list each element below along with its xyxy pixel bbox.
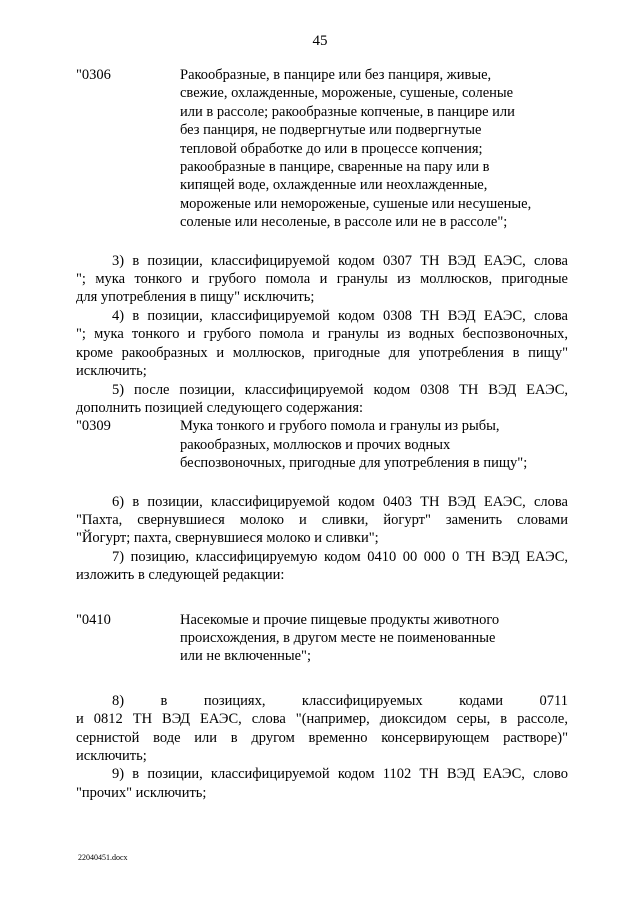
tariff-entry-0306 xyxy=(76,66,568,232)
text-line: беспозвоночных, пригодные для употребления в пищу"; xyxy=(180,455,528,472)
text-line: "; мука тонкого и грубого помола и гранулы из водных беспозвоночных, xyxy=(76,326,568,343)
tariff-code: "0309 xyxy=(76,418,111,435)
document-filename: 22040451.docx xyxy=(78,853,128,862)
text-line: ракообразных, моллюсков и прочих водных xyxy=(180,436,451,453)
tariff-description xyxy=(180,417,528,472)
amendment-item-7 xyxy=(76,548,568,585)
text-line: для употребления в пищу" исключить; xyxy=(76,289,315,306)
page-number: 45 xyxy=(312,33,328,49)
amendment-item-6 xyxy=(76,493,568,548)
document-body xyxy=(76,66,568,802)
text-line: исключить; xyxy=(76,363,147,380)
text-line: происхождения, в другом месте не поименованные xyxy=(180,629,496,646)
text-line: "прочих" исключить; xyxy=(76,784,207,801)
text-line: тепловой обработке до или в процессе копчения; xyxy=(180,140,483,157)
text-line: кипящей воде, охлажденные или неохлажденные, xyxy=(180,177,488,194)
text-line: ракообразные в панцире, сваренные на пару или в xyxy=(180,159,490,176)
text-line: Насекомые и прочие пищевые продукты животного xyxy=(180,611,500,628)
text-line: дополнить позицией следующего содержания: xyxy=(76,399,364,416)
text-line: мороженые или немороженые, сушеные или несушеные, xyxy=(180,195,532,212)
text-line: 8) в позициях, классифицируемых кодами 0711 xyxy=(112,692,568,709)
text-line: исключить; xyxy=(76,748,147,764)
tariff-entry-0309 xyxy=(76,417,568,472)
text-line: сернистой воде или в другом временно консервирующем растворе)" xyxy=(76,729,568,746)
text-line: изложить в следующей редакции: xyxy=(76,567,285,584)
text-line: соленые или несоленые, в рассоле или не в рассоле"; xyxy=(180,214,508,231)
text-line: без панциря, не подвергнутые или подвергнутые xyxy=(180,122,482,139)
text-line: "Пахта, свернувшиеся молоко и сливки, йогурт" заменить словами xyxy=(76,511,568,528)
text-line: 6) в позиции, классифицируемой кодом 0403 ТН ВЭД ЕАЭС, слова xyxy=(112,493,568,510)
text-line: "; мука тонкого и грубого помола и гранулы из моллюсков, пригодные xyxy=(76,271,568,288)
text-line: 3) в позиции, классифицируемой кодом 0307 ТН ВЭД ЕАЭС, слова xyxy=(112,252,568,269)
text-line: или в рассоле; ракообразные копченые, в панцире или xyxy=(180,103,515,120)
text-line: Мука тонкого и грубого помола и гранулы из рыбы, xyxy=(180,418,500,435)
tariff-code: "0306 xyxy=(76,67,111,83)
tariff-description xyxy=(180,66,532,232)
amendment-item-5 xyxy=(76,381,568,418)
text-line: свежие, охлажденные, мороженые, сушеные, соленые xyxy=(180,85,514,102)
tariff-description xyxy=(180,611,525,666)
text-line: кроме ракообразных и моллюсков, пригодные для употребления в пищу" xyxy=(76,344,568,361)
tariff-entry-0410 xyxy=(76,611,568,666)
amendment-item-8 xyxy=(76,692,568,766)
text-line: 4) в позиции, классифицируемой кодом 0308 ТН ВЭД ЕАЭС, слова xyxy=(112,307,568,324)
text-line: и 0812 ТН ВЭД ЕАЭС, слова "(например, диоксидом серы, в рассоле, xyxy=(76,711,568,728)
amendment-item-3 xyxy=(76,252,568,307)
amendment-item-9 xyxy=(76,765,568,802)
text-line: Ракообразные, в панцире или без панциря, живые, xyxy=(180,67,492,83)
text-line: 7) позицию, классифицируемую кодом 0410 00 000 0 ТН ВЭД ЕАЭС, xyxy=(112,548,568,565)
text-line: 9) в позиции, классифицируемой кодом 1102 ТН ВЭД ЕАЭС, слово xyxy=(112,766,568,783)
text-line: или не включенные"; xyxy=(180,648,311,665)
tariff-code: "0410 xyxy=(76,611,111,628)
amendment-item-4 xyxy=(76,307,568,381)
text-line: 5) после позиции, классифицируемой кодом 0308 ТН ВЭД ЕАЭС, xyxy=(112,381,568,398)
text-line: "Йогурт; пахта, свернувшиеся молоко и сливки"; xyxy=(76,530,379,547)
